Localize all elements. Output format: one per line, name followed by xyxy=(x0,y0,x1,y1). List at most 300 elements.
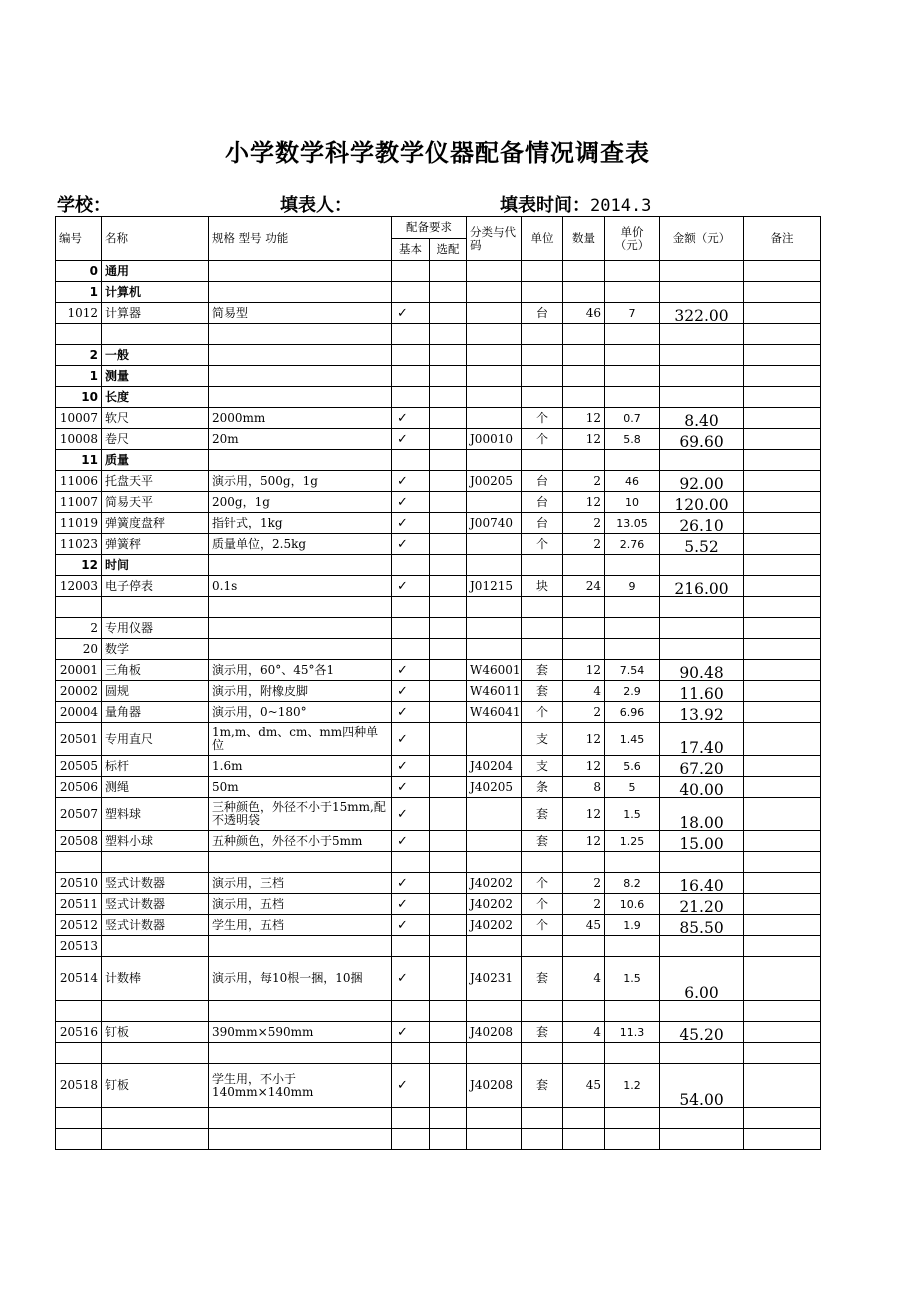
cell-unit xyxy=(522,852,563,873)
table-row xyxy=(56,576,821,597)
header-unit: 单位 xyxy=(522,217,563,261)
cell-name xyxy=(102,936,209,957)
cell-optional xyxy=(430,681,467,702)
cell-name: 简易天平 xyxy=(102,492,209,513)
cell-no: 11 xyxy=(56,450,102,471)
cell-optional xyxy=(430,324,467,345)
table-row xyxy=(56,894,821,915)
equipment-table xyxy=(55,216,821,1150)
cell-name: 竖式计数器 xyxy=(102,915,209,936)
cell-unit: 个 xyxy=(522,429,563,450)
cell-qty: 8 xyxy=(563,777,605,798)
cell-no: 0 xyxy=(56,261,102,282)
cell-price: 8.2 xyxy=(605,873,660,894)
cell-no: 20501 xyxy=(56,723,102,756)
cell-note xyxy=(744,282,821,303)
table-row xyxy=(56,555,821,576)
cell-qty: 2 xyxy=(563,873,605,894)
cell-spec: 演示用，五档 xyxy=(209,894,392,915)
cell-unit: 个 xyxy=(522,408,563,429)
cell-spec xyxy=(209,1129,392,1150)
cell-price: 7.54 xyxy=(605,660,660,681)
table-row xyxy=(56,831,821,852)
cell-note xyxy=(744,1129,821,1150)
cell-basic xyxy=(392,555,430,576)
cell-qty xyxy=(563,639,605,660)
cell-name xyxy=(102,852,209,873)
table-row xyxy=(56,345,821,366)
cell-unit: 个 xyxy=(522,534,563,555)
table-row xyxy=(56,492,821,513)
cell-basic: ✓ xyxy=(392,1064,430,1108)
cell-no xyxy=(56,1108,102,1129)
cell-price: 5.6 xyxy=(605,756,660,777)
date-field xyxy=(500,191,651,217)
table-row xyxy=(56,681,821,702)
cell-code xyxy=(467,723,522,756)
cell-unit: 台 xyxy=(522,471,563,492)
cell-spec xyxy=(209,345,392,366)
cell-price xyxy=(605,387,660,408)
table-row xyxy=(56,1129,821,1150)
cell-basic xyxy=(392,345,430,366)
cell-qty xyxy=(563,366,605,387)
cell-name: 软尺 xyxy=(102,408,209,429)
cell-name: 长度 xyxy=(102,387,209,408)
cell-note xyxy=(744,1043,821,1064)
cell-no: 12003 xyxy=(56,576,102,597)
cell-optional xyxy=(430,873,467,894)
cell-optional xyxy=(430,492,467,513)
cell-optional xyxy=(430,597,467,618)
cell-optional xyxy=(430,915,467,936)
cell-price: 1.25 xyxy=(605,831,660,852)
cell-code: J40231 xyxy=(467,957,522,1001)
cell-unit: 套 xyxy=(522,681,563,702)
cell-price xyxy=(605,936,660,957)
cell-note xyxy=(744,915,821,936)
cell-name: 电子停表 xyxy=(102,576,209,597)
cell-basic: ✓ xyxy=(392,915,430,936)
table-row xyxy=(56,450,821,471)
cell-optional xyxy=(430,450,467,471)
cell-code xyxy=(467,534,522,555)
cell-code xyxy=(467,639,522,660)
cell-name: 三角板 xyxy=(102,660,209,681)
cell-name: 塑料球 xyxy=(102,798,209,831)
cell-note xyxy=(744,429,821,450)
table-row xyxy=(56,261,821,282)
cell-note xyxy=(744,777,821,798)
cell-qty: 12 xyxy=(563,798,605,831)
cell-optional xyxy=(430,387,467,408)
cell-basic: ✓ xyxy=(392,702,430,723)
header-name: 名称 xyxy=(102,217,209,261)
cell-amount: 54.00 xyxy=(660,1064,744,1108)
cell-unit xyxy=(522,618,563,639)
cell-no: 20513 xyxy=(56,936,102,957)
cell-name: 标杆 xyxy=(102,756,209,777)
cell-amount xyxy=(660,345,744,366)
cell-no: 11007 xyxy=(56,492,102,513)
cell-no: 20508 xyxy=(56,831,102,852)
cell-code: J00205 xyxy=(467,471,522,492)
cell-optional xyxy=(430,1001,467,1022)
cell-price xyxy=(605,1001,660,1022)
cell-no xyxy=(56,1001,102,1022)
cell-qty: 4 xyxy=(563,681,605,702)
cell-note xyxy=(744,873,821,894)
header-note: 备注 xyxy=(744,217,821,261)
cell-basic: ✓ xyxy=(392,408,430,429)
cell-qty xyxy=(563,597,605,618)
cell-unit: 套 xyxy=(522,660,563,681)
cell-basic: ✓ xyxy=(392,513,430,534)
cell-optional xyxy=(430,408,467,429)
cell-qty: 46 xyxy=(563,303,605,324)
cell-optional xyxy=(430,1064,467,1108)
cell-qty xyxy=(563,852,605,873)
cell-amount xyxy=(660,1043,744,1064)
cell-price xyxy=(605,1043,660,1064)
cell-name: 测绳 xyxy=(102,777,209,798)
cell-note xyxy=(744,303,821,324)
cell-unit: 套 xyxy=(522,1022,563,1043)
cell-note xyxy=(744,597,821,618)
cell-name: 钉板 xyxy=(102,1064,209,1108)
cell-unit: 台 xyxy=(522,492,563,513)
cell-no: 12 xyxy=(56,555,102,576)
cell-name: 弹簧度盘秤 xyxy=(102,513,209,534)
cell-note xyxy=(744,450,821,471)
cell-basic: ✓ xyxy=(392,660,430,681)
cell-basic: ✓ xyxy=(392,723,430,756)
table-row xyxy=(56,777,821,798)
cell-name: 计数棒 xyxy=(102,957,209,1001)
cell-amount xyxy=(660,1108,744,1129)
cell-code xyxy=(467,798,522,831)
table-row xyxy=(56,702,821,723)
cell-qty: 12 xyxy=(563,660,605,681)
table-row xyxy=(56,366,821,387)
cell-code xyxy=(467,936,522,957)
cell-note xyxy=(744,936,821,957)
cell-optional xyxy=(430,345,467,366)
cell-note xyxy=(744,723,821,756)
cell-basic: ✓ xyxy=(392,894,430,915)
cell-qty xyxy=(563,345,605,366)
cell-name: 计算器 xyxy=(102,303,209,324)
cell-amount xyxy=(660,597,744,618)
school-label: 学校： xyxy=(57,195,111,216)
cell-name: 竖式计数器 xyxy=(102,873,209,894)
cell-basic xyxy=(392,639,430,660)
cell-price: 1.9 xyxy=(605,915,660,936)
cell-no xyxy=(56,1129,102,1150)
cell-optional xyxy=(430,282,467,303)
cell-qty xyxy=(563,618,605,639)
table-row xyxy=(56,597,821,618)
cell-qty xyxy=(563,450,605,471)
cell-qty: 12 xyxy=(563,831,605,852)
table-row xyxy=(56,1001,821,1022)
cell-optional xyxy=(430,852,467,873)
header-requirement: 配备要求 xyxy=(392,217,467,239)
cell-spec xyxy=(209,366,392,387)
cell-code xyxy=(467,555,522,576)
cell-amount xyxy=(660,618,744,639)
cell-optional xyxy=(430,429,467,450)
cell-code: J40205 xyxy=(467,777,522,798)
cell-name: 测量 xyxy=(102,366,209,387)
cell-price: 11.3 xyxy=(605,1022,660,1043)
cell-unit xyxy=(522,282,563,303)
cell-unit xyxy=(522,366,563,387)
cell-qty xyxy=(563,387,605,408)
header-basic: 基本 xyxy=(392,239,430,261)
cell-spec: 学生用，五档 xyxy=(209,915,392,936)
cell-no: 20511 xyxy=(56,894,102,915)
table-row xyxy=(56,723,821,756)
cell-spec xyxy=(209,555,392,576)
cell-spec: 390mm×590mm xyxy=(209,1022,392,1043)
cell-spec xyxy=(209,450,392,471)
cell-spec: 指针式，1kg xyxy=(209,513,392,534)
table-row xyxy=(56,957,821,1001)
cell-optional xyxy=(430,534,467,555)
cell-basic: ✓ xyxy=(392,957,430,1001)
cell-unit: 台 xyxy=(522,513,563,534)
cell-price: 10.6 xyxy=(605,894,660,915)
table-row xyxy=(56,756,821,777)
cell-qty: 12 xyxy=(563,408,605,429)
cell-spec xyxy=(209,324,392,345)
cell-code: W46011 xyxy=(467,681,522,702)
cell-note xyxy=(744,408,821,429)
cell-code xyxy=(467,387,522,408)
cell-code xyxy=(467,852,522,873)
cell-spec xyxy=(209,387,392,408)
cell-unit: 个 xyxy=(522,894,563,915)
cell-code xyxy=(467,450,522,471)
cell-code: J00740 xyxy=(467,513,522,534)
cell-basic xyxy=(392,261,430,282)
cell-qty xyxy=(563,261,605,282)
cell-spec: 质量单位，2.5kg xyxy=(209,534,392,555)
cell-amount: 67.20 xyxy=(660,756,744,777)
cell-code xyxy=(467,261,522,282)
cell-amount xyxy=(660,282,744,303)
cell-spec: 1.6m xyxy=(209,756,392,777)
cell-note xyxy=(744,660,821,681)
cell-basic: ✓ xyxy=(392,471,430,492)
cell-qty xyxy=(563,936,605,957)
cell-optional xyxy=(430,936,467,957)
cell-price xyxy=(605,366,660,387)
cell-amount: 11.60 xyxy=(660,681,744,702)
cell-price xyxy=(605,282,660,303)
cell-no: 10007 xyxy=(56,408,102,429)
cell-price xyxy=(605,597,660,618)
cell-code xyxy=(467,1043,522,1064)
cell-note xyxy=(744,387,821,408)
cell-amount xyxy=(660,555,744,576)
cell-optional xyxy=(430,618,467,639)
cell-note xyxy=(744,702,821,723)
cell-note xyxy=(744,639,821,660)
cell-no: 1 xyxy=(56,366,102,387)
cell-name: 一般 xyxy=(102,345,209,366)
cell-spec: 演示用，每10根一捆，10捆 xyxy=(209,957,392,1001)
cell-price: 5.8 xyxy=(605,429,660,450)
cell-spec xyxy=(209,1043,392,1064)
cell-qty xyxy=(563,1001,605,1022)
cell-amount: 26.10 xyxy=(660,513,744,534)
cell-qty: 12 xyxy=(563,492,605,513)
cell-spec: 50m xyxy=(209,777,392,798)
cell-amount xyxy=(660,936,744,957)
cell-spec xyxy=(209,852,392,873)
cell-optional xyxy=(430,660,467,681)
cell-basic: ✓ xyxy=(392,492,430,513)
cell-basic xyxy=(392,282,430,303)
cell-code: J00010 xyxy=(467,429,522,450)
cell-no: 20002 xyxy=(56,681,102,702)
cell-unit: 支 xyxy=(522,756,563,777)
date-value: 2014.3 xyxy=(590,196,652,216)
header-amount: 金额（元） xyxy=(660,217,744,261)
cell-note xyxy=(744,555,821,576)
cell-basic: ✓ xyxy=(392,831,430,852)
cell-basic xyxy=(392,1108,430,1129)
cell-spec: 演示用，500g，1g xyxy=(209,471,392,492)
cell-qty xyxy=(563,1108,605,1129)
cell-code xyxy=(467,1001,522,1022)
cell-price: 6.96 xyxy=(605,702,660,723)
cell-name: 竖式计数器 xyxy=(102,894,209,915)
cell-name: 专用仪器 xyxy=(102,618,209,639)
cell-amount: 8.40 xyxy=(660,408,744,429)
cell-optional xyxy=(430,831,467,852)
cell-optional xyxy=(430,702,467,723)
cell-amount: 21.20 xyxy=(660,894,744,915)
cell-spec: 演示用，0~180° xyxy=(209,702,392,723)
cell-no: 20 xyxy=(56,639,102,660)
cell-unit: 个 xyxy=(522,702,563,723)
cell-optional xyxy=(430,798,467,831)
cell-name xyxy=(102,1043,209,1064)
cell-optional xyxy=(430,1129,467,1150)
cell-no: 20512 xyxy=(56,915,102,936)
cell-note xyxy=(744,366,821,387)
cell-basic: ✓ xyxy=(392,534,430,555)
cell-code: J40204 xyxy=(467,756,522,777)
cell-amount xyxy=(660,639,744,660)
cell-code: J40202 xyxy=(467,873,522,894)
cell-basic xyxy=(392,324,430,345)
cell-spec: 五种颜色，外径不小于5mm xyxy=(209,831,392,852)
cell-unit xyxy=(522,387,563,408)
cell-amount: 120.00 xyxy=(660,492,744,513)
cell-note xyxy=(744,957,821,1001)
cell-qty: 12 xyxy=(563,723,605,756)
header-qty: 数量 xyxy=(563,217,605,261)
cell-code xyxy=(467,597,522,618)
cell-unit: 套 xyxy=(522,831,563,852)
table-row xyxy=(56,282,821,303)
cell-code: J40208 xyxy=(467,1064,522,1108)
cell-name: 量角器 xyxy=(102,702,209,723)
cell-optional xyxy=(430,894,467,915)
cell-basic: ✓ xyxy=(392,1022,430,1043)
cell-no: 20001 xyxy=(56,660,102,681)
cell-qty: 12 xyxy=(563,429,605,450)
cell-optional xyxy=(430,957,467,1001)
cell-amount: 13.92 xyxy=(660,702,744,723)
cell-spec: 演示用，60°、45°各1 xyxy=(209,660,392,681)
cell-code xyxy=(467,831,522,852)
cell-note xyxy=(744,1108,821,1129)
cell-name xyxy=(102,1108,209,1129)
cell-amount xyxy=(660,450,744,471)
cell-basic xyxy=(392,597,430,618)
cell-optional xyxy=(430,723,467,756)
cell-unit xyxy=(522,936,563,957)
cell-name: 数学 xyxy=(102,639,209,660)
cell-name xyxy=(102,324,209,345)
cell-code xyxy=(467,1129,522,1150)
cell-no xyxy=(56,324,102,345)
cell-unit xyxy=(522,597,563,618)
cell-price xyxy=(605,1108,660,1129)
cell-spec: 三种颜色，外径不小于15mm,配不透明袋 xyxy=(209,798,392,831)
cell-optional xyxy=(430,261,467,282)
cell-unit: 台 xyxy=(522,303,563,324)
header-no: 编号 xyxy=(56,217,102,261)
cell-name xyxy=(102,1001,209,1022)
cell-basic xyxy=(392,1001,430,1022)
cell-price: 1.5 xyxy=(605,798,660,831)
cell-code: J40208 xyxy=(467,1022,522,1043)
cell-basic: ✓ xyxy=(392,681,430,702)
cell-price: 1.2 xyxy=(605,1064,660,1108)
table-row xyxy=(56,852,821,873)
cell-no xyxy=(56,1043,102,1064)
cell-qty: 2 xyxy=(563,534,605,555)
cell-price: 1.5 xyxy=(605,957,660,1001)
cell-basic xyxy=(392,1043,430,1064)
table-row xyxy=(56,303,821,324)
cell-amount xyxy=(660,261,744,282)
cell-note xyxy=(744,324,821,345)
table-row xyxy=(56,798,821,831)
cell-price: 10 xyxy=(605,492,660,513)
cell-optional xyxy=(430,777,467,798)
cell-basic: ✓ xyxy=(392,798,430,831)
cell-unit xyxy=(522,1043,563,1064)
cell-spec xyxy=(209,1108,392,1129)
table-row xyxy=(56,387,821,408)
cell-amount xyxy=(660,1129,744,1150)
table-row xyxy=(56,513,821,534)
cell-unit xyxy=(522,1129,563,1150)
cell-note xyxy=(744,534,821,555)
cell-unit xyxy=(522,324,563,345)
cell-name: 专用直尺 xyxy=(102,723,209,756)
cell-no: 20505 xyxy=(56,756,102,777)
cell-name: 卷尺 xyxy=(102,429,209,450)
cell-code: J01215 xyxy=(467,576,522,597)
